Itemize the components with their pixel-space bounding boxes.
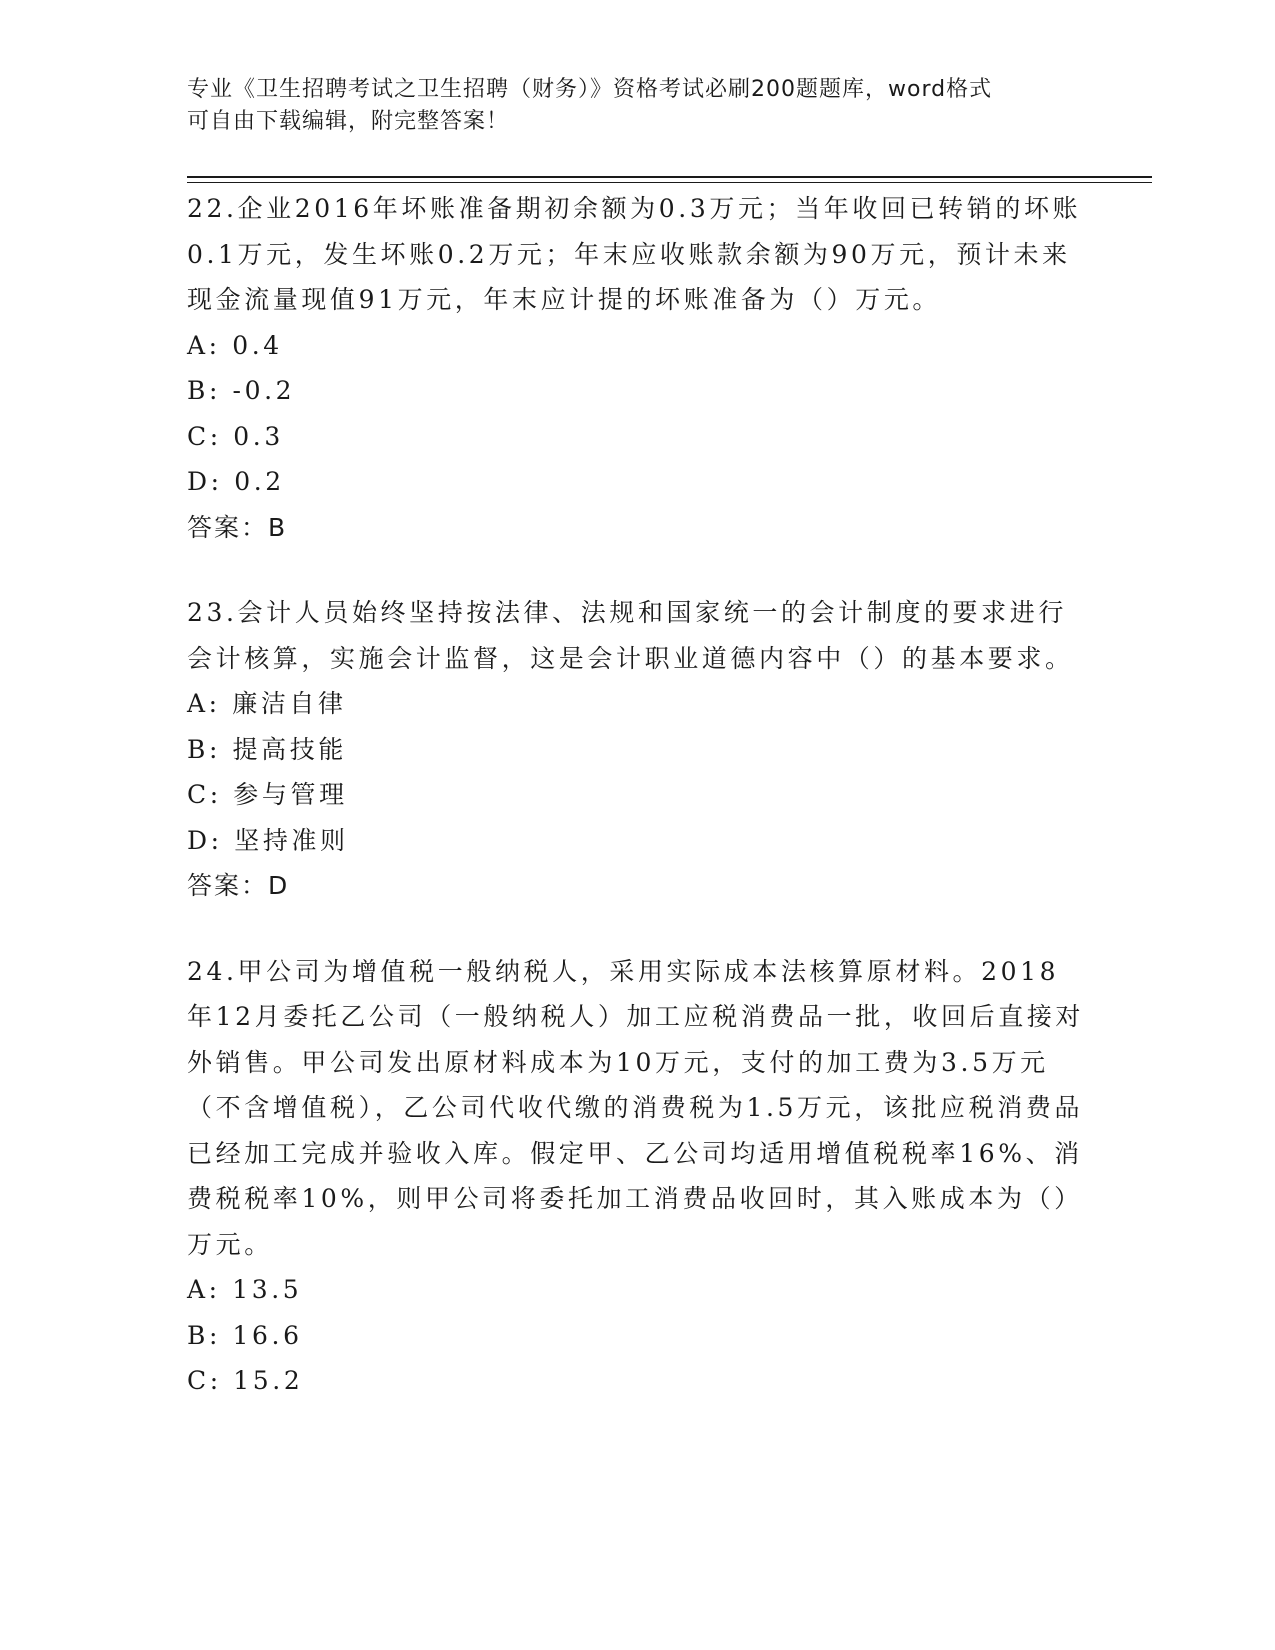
- option-c: C: 15.2: [187, 1366, 304, 1395]
- question-23: [187, 590, 1087, 909]
- question-list: [187, 186, 1087, 1444]
- option-b: B: 提高技能: [187, 734, 347, 764]
- option-b: B: 16.6: [187, 1320, 303, 1350]
- question-stem: 22.企业2016年坏账准备期初余额为0.3万元；当年收回已转销的坏账0.1万元，发生坏账0.2万元；年末应收账款余额为90万元，预计未来现金流量现值91万元，年末应计提的坏账准备为（）万元。: [187, 194, 1082, 314]
- option-list: [187, 681, 1087, 863]
- option-a: A: 廉洁自律: [187, 689, 347, 718]
- option-d: D: 0.2: [187, 467, 285, 496]
- option-d: D: 坚持准则: [187, 825, 349, 855]
- option-a: A: 13.5: [187, 1275, 303, 1304]
- option-list: [187, 1267, 1087, 1404]
- header-divider: [187, 176, 1152, 183]
- answer-line: 答案：D: [187, 871, 290, 900]
- option-list: [187, 323, 1087, 505]
- option-c: C: 参与管理: [187, 780, 348, 809]
- header-line-1: 专业《卫生招聘考试之卫生招聘（财务）》资格考试必刷200题题库，word格式: [187, 77, 993, 102]
- option-b: B: -0.2: [187, 376, 296, 405]
- question-stem: 24.甲公司为增值税一般纳税人，采用实际成本法核算原材料。2018年12月委托乙公司（一般纳税人）加工应税消费品一批，收回后直接对外销售。甲公司发出原材料成本为10万元，支付的加工费为3.5万元（不含增值税），乙公司代收代缴的消费税为1.5万元，该批应税消费品已经加工完成并验收入库。假定甲、乙公司均适用增值税税率16%、消费税税率10%，则甲公司将委托加工消费品收回时，其入账成本为（）万元。: [187, 956, 1085, 1259]
- option-c: C: 0.3: [187, 421, 284, 451]
- question-24: [187, 949, 1087, 1404]
- answer-line: 答案：B: [187, 512, 288, 542]
- question-22: [187, 186, 1087, 550]
- header-line-2: 可自由下载编辑，附完整答案！: [187, 109, 510, 134]
- question-stem: 23.会计人员始终坚持按法律、法规和国家统一的会计制度的要求进行会计核算，实施会计监督，这是会计职业道德内容中（）的基本要求。: [187, 598, 1074, 673]
- option-a: A: 0.4: [187, 330, 283, 360]
- page-header: [187, 74, 1067, 138]
